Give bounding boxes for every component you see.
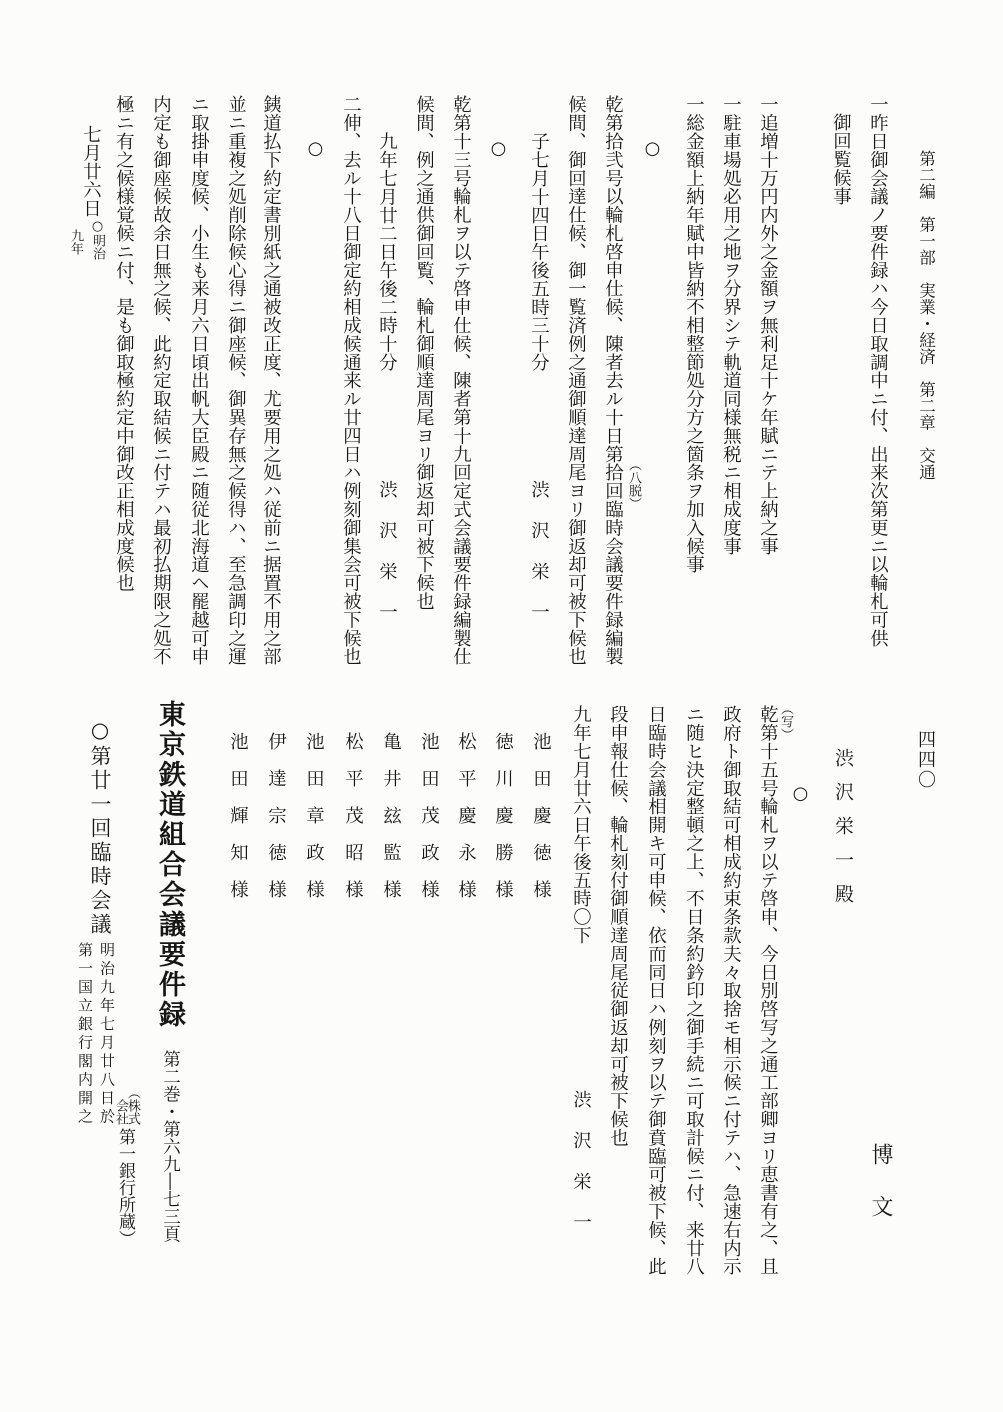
page-number: 四四〇 xyxy=(915,730,936,790)
circular-12-signer: 渋 沢 栄 一 xyxy=(528,480,550,623)
circular-12-line: 候間、御回達仕候、御一覧済例之通御順達周尾ヨリ御返却可被下候也 xyxy=(565,95,587,666)
proposal-item: 一駐車場処必用之地ヲ分界シテ軌道同様無税ニ相成度事 xyxy=(720,95,742,555)
circular-13-date: 九年七月廿二日午後二時十分 xyxy=(376,132,398,372)
notice-line: 一昨日御会議ノ要件録ハ今日取調中ニ付、出来次第更ニ以輪札可供 xyxy=(867,95,889,647)
separator-circle: ○ xyxy=(488,138,509,159)
circular-15-line: 日臨時会議相開キ可申候、依而同日ハ例刻ヲ以テ御賁臨可被下候、此 xyxy=(645,705,667,1276)
railway-letter-line: 極ニ有之候様覚候ニ付、是も御取極約定中御改正相成度候也 xyxy=(113,95,135,592)
circular-12-date: 子七月十四日午後五時三十分 xyxy=(528,132,550,372)
meeting-note: 第一国立銀行閣内開之 xyxy=(76,942,94,1127)
meeting-note: 明治九年七月廿八日於 xyxy=(98,942,116,1127)
meeting-title: ○第廿一回臨時会議 xyxy=(88,718,112,937)
notice-line: 御回覧候事 xyxy=(830,113,852,205)
proposal-item: 一総金額上納年賦中皆納不相整節処分方之箇条ヲ加入候事 xyxy=(683,95,705,574)
circular-15-line: 段申報仕候、輪札刻付御順達周尾従御返却可被下候也 xyxy=(607,705,629,1147)
copy-note: （写） xyxy=(778,702,793,741)
recipient-name: 池田輝知様 xyxy=(227,732,249,917)
circular-13-signer: 渋 沢 栄 一 xyxy=(376,480,398,623)
holder-company: 株式 xyxy=(125,1099,140,1125)
holder-company: 会社 xyxy=(113,1099,128,1125)
era-note: ○明治 xyxy=(90,219,105,260)
circular-15-date: 九年七月廿六日午後五時〇下 xyxy=(570,705,592,945)
railway-letter-line: ニ取掛申度候、小生も来月六日頃出帆大臣殿ニ随従北海道ヘ罷越可申 xyxy=(188,95,210,666)
recipient-name: 池田章政様 xyxy=(303,732,325,917)
editor-note: （八脱） xyxy=(626,458,641,510)
holder-paren: （ xyxy=(125,1086,140,1099)
recipient-name: 松平慶永様 xyxy=(455,732,477,917)
running-head: 第二編 第一部 実業・経済 第二章 交通 xyxy=(916,150,936,480)
recipient-name: 池田茂政様 xyxy=(418,732,440,917)
source-citation: 第二巻・第六九―七三頁 xyxy=(160,1050,181,1243)
era-note: 九年 xyxy=(68,229,83,255)
recipient-name: 亀井玆監様 xyxy=(380,732,402,917)
recipient-name: 徳川慶勝様 xyxy=(492,732,514,917)
railway-letter-addressee: 渋沢栄一殿 xyxy=(832,748,854,918)
circular-13-line: 乾第十三号輪札ヲ以テ啓申仕候、陳者第十九回定式会議要件録編製仕 xyxy=(450,95,472,666)
circular-13-postscript: 二伸、去ル十八日御定約相成候通来ル廿四日ハ例刻御集会可被下候也 xyxy=(340,95,362,666)
circular-15-line: 乾第十五号輪札ヲ以テ啓申、今日別啓写之通工部卿ヨリ恵書有之、且 xyxy=(757,705,779,1276)
source-title: 東京鉄道組合会議要件録 xyxy=(154,700,185,1030)
separator-circle: ○ xyxy=(642,138,663,159)
separator-circle: ○ xyxy=(790,783,811,804)
circular-15-signer: 渋 沢 栄 一 xyxy=(570,1090,592,1233)
railway-letter-signer: 博 文 xyxy=(868,1143,893,1221)
recipient-name: 松平茂昭様 xyxy=(342,732,364,917)
separator-circle: ○ xyxy=(305,138,326,159)
circular-13-line: 候間、例之通供御回覧、輪札御順達周尾ヨリ御返却可被下候也 xyxy=(413,95,435,611)
proposal-item: 一追増十万円内外之金額ヲ無利足十ケ年賦ニテ上納之事 xyxy=(757,95,779,555)
railway-letter-line: 銕道払下約定書別紙之通被改正度、尤要用之処ハ従前ニ据置不用之部 xyxy=(260,95,282,666)
railway-letter-date: 七月廿六日 xyxy=(80,125,102,217)
circular-12-line: 乾第拾弐号以輪札啓申仕候、陳者去ル十日第拾回臨時会議要件録編製 xyxy=(602,95,624,666)
circular-15-line: 政府ト御取結可相成約束条款夫々取捨モ相示候ニ付テハ、急速右内示 xyxy=(720,705,742,1276)
circular-15-line: ニ随ヒ決定整頓之上、不日条約鈐印之御手続ニ可取計候ニ付、来廿八 xyxy=(683,705,705,1276)
holder-name: 第一銀行所蔵） xyxy=(115,1128,135,1247)
recipient-name: 池田慶徳様 xyxy=(530,732,552,917)
railway-letter-line: 内定も御座候故余日無之候、此約定取結候ニ付テハ最初払期限之処不 xyxy=(150,95,172,666)
recipient-name: 伊達宗徳様 xyxy=(265,732,287,917)
railway-letter-line: 並ニ重複之処削除候心得ニ御座候、御異存無之候得ハ、至急調印之運 xyxy=(225,95,247,666)
